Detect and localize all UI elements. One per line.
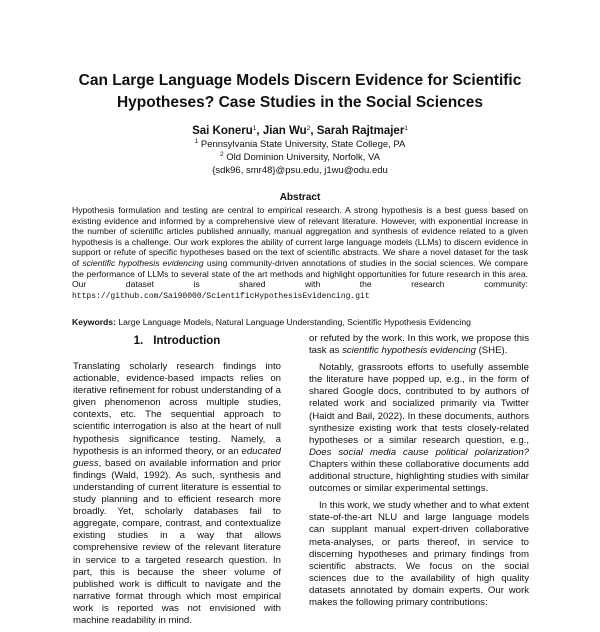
- section-number: 1.: [133, 335, 144, 347]
- author-list: Sai Koneru$^1$, Jian Wu$^2$, Sarah Rajtmajer$^1$: [192, 125, 408, 137]
- author-emails: {sdk96, smr48}@psu.edu, j1wu@odu.edu: [212, 165, 388, 176]
- affiliation-line: [60, 152, 540, 164]
- section-title: Introduction: [153, 335, 221, 347]
- right-column: [309, 333, 529, 614]
- abstract-body: Hypothesis formulation and testing are central to empirical research. A strong hypothesis is a best guess based on existing evidence and informed by a comprehensive view of relevant literature. However, with exponential increase in the number of scientific articles published annually, manual aggregation and synthesis of evidence related to a given hypothesis is a challenge. Our work explores the ability of current large language models (LLMs) to discern evidence in support or refute of specific hypotheses based on the text of scientific abstracts. We share a novel dataset for the task of scientific hypothesis evidencing using community-driven annotations of studies in the social sciences. We compare the performance of LLMs to several state of the art methods and highlight opportunities for future research in this area. Our dataset is shared with the research community: https://github.com/Sai90000/ScientificHypothesisEvidencing.git: [72, 205, 528, 301]
- left-column: [73, 361, 281, 632]
- author-name: Sai Koneru: [192, 125, 253, 137]
- abstract-task-name: scientific hypothesis evidencing: [82, 257, 204, 268]
- keywords-label: Keywords:: [72, 317, 116, 327]
- intro-paragraph: Notably, grassroots efforts to usefully assemble the literature have popped up, e.g., in the form of shared Google docs, contributed to by authors of related work and socialized primarily via Twitter (Haidt and Bail, 2022). In these documents, authors synthesize existing work that tests closely-related hypotheses or a similar research question, e.g., Does social media cause political polarization? Chapters within these collaborative documents add additional structure, highlighting studies with similar outcomes or similar experimental settings.: [309, 362, 529, 495]
- dataset-url[interactable]: https://github.com/Sai90000/ScientificHypothesisEvidencing.git: [72, 291, 370, 301]
- intro-paragraph: Translating scholarly research findings into actionable, evidence-based impacts relies on iterative refinement for robust understanding of a given phenomenon across multiple studies, contexts, etc. The sequential approach to scientific interrogation is also at the heart of null hypothesis significance testing. Namely, a hypothesis is an informed theory, or an educated guess, based on available information and prior findings (Wald, 1992). As such, synthesis and understanding of current literature is essential to study planning and to efficient research more broadly. Yet, scholarly databases fail to aggregate, compare, contrast, and contextualize existing studies in a way that allows comprehensive review of the relevant literature in service to a targeted research question. In part, this is because the sheer volume of published work is difficult to navigate and the narrative format through which most empirical work is reported was not envisioned with machine readability in mind.: [73, 361, 281, 626]
- keywords-line: [72, 317, 528, 328]
- author-affil-mark: 1: [404, 125, 408, 132]
- section-heading-introduction: [73, 335, 281, 347]
- author-name: Sarah Rajtmajer: [316, 125, 405, 137]
- paper-title: Can Large Language Models Discern Evidence for Scientific Hypotheses? Case Studies in the Social Sciences: [78, 72, 522, 111]
- affil-mark: 2: [219, 151, 224, 158]
- affiliation-text: Pennsylvania State University, State College, PA: [200, 139, 406, 150]
- abstract-heading: Abstract: [279, 192, 321, 203]
- author-affil-mark: 1: [252, 125, 257, 132]
- keywords-text: Large Language Models, Natural Language Understanding, Scientific Hypothesis Evidencing: [118, 317, 471, 327]
- intro-paragraph: In this work, we study whether and to what extent state-of-the-art NLU and large language models can supplant manual expert-driven collaborative meta-analyses, or parts thereof, in service to discerning hypotheses and primary findings from scientific abstracts. We focus on the social sciences due to the availability of high quality datasets annotated by domain experts. Our work makes the following primary contributions:: [309, 500, 529, 608]
- affil-mark: 1: [194, 138, 199, 145]
- affiliation-text: Old Dominion University, Norfolk, VA: [226, 152, 381, 163]
- author-name: Jian Wu: [262, 125, 307, 137]
- affiliation-line: [60, 139, 540, 151]
- author-affil-mark: 2: [306, 125, 311, 132]
- intro-paragraph: or refuted by the work. In this work, we propose this task as scientific hypothesis evidencing (SHE).: [309, 333, 529, 357]
